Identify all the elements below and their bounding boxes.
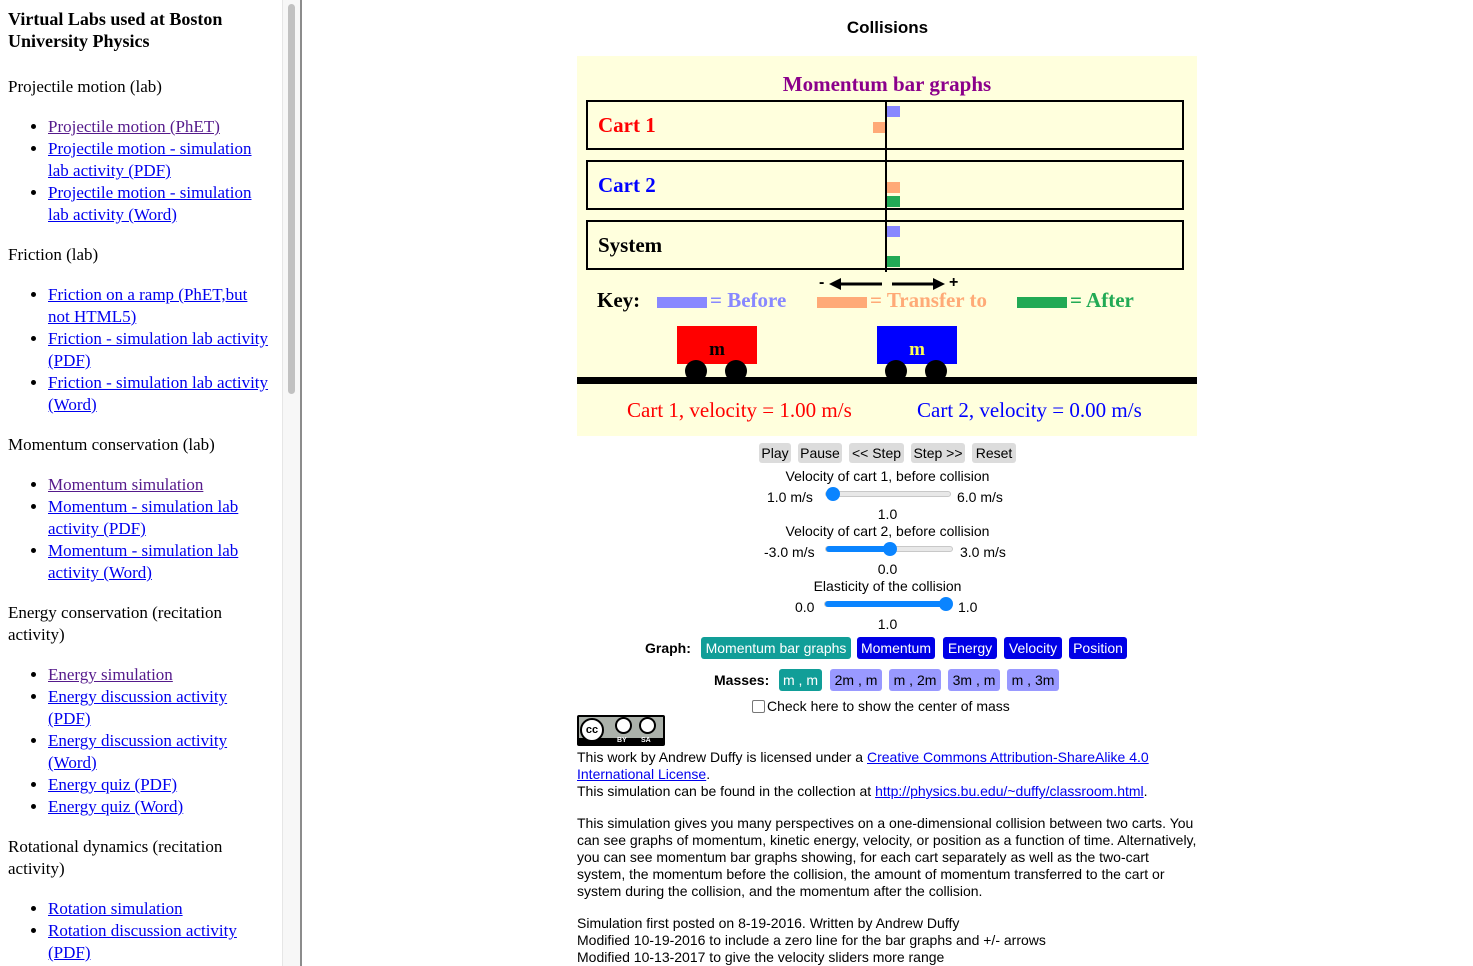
link-friction-phet[interactable]: Friction on a ramp (PhET,but not HTML5) (48, 285, 248, 326)
slider2-label: Velocity of cart 2, before collision (785, 523, 990, 539)
transfer-swatch (817, 297, 867, 308)
key-after: = After (1070, 288, 1134, 312)
graph-option-momentum[interactable]: Momentum (857, 637, 935, 659)
cart1-row-label: Cart 1 (598, 113, 656, 137)
sa-share-icon (639, 717, 656, 734)
key-label: Key: (597, 288, 641, 312)
cc-icon: cc (580, 718, 604, 742)
collection-prefix: This simulation can be found in the collection at (577, 783, 876, 799)
link-rotation-sim[interactable]: Rotation simulation (48, 899, 183, 918)
graph-option-momentum-bar[interactable]: Momentum bar graphs (701, 637, 851, 659)
history-notes (577, 915, 1197, 966)
graph-option-velocity[interactable]: Velocity (1004, 637, 1062, 659)
track (577, 377, 1197, 384)
list-item (48, 664, 270, 686)
minus-sign: - (819, 274, 825, 291)
graph-option-energy[interactable]: Energy (943, 637, 997, 659)
masses-label: Masses: (714, 672, 770, 688)
center-of-mass-checkbox[interactable] (752, 700, 765, 713)
projectile-link-list (0, 116, 270, 226)
slider3-label: Elasticity of the collision (813, 578, 962, 594)
section-heading-projectile: Projectile motion (lab) (8, 77, 162, 96)
center-of-mass-label: Check here to show the center of mass (767, 698, 1010, 714)
cart2-mass-label: m (877, 326, 957, 364)
description-paragraph: This simulation gives you many perspectives on a one-dimensional collision between two carts. You can see graphs of momentum, kinetic energy, velocity, or position as a function of time. Alternatively, you can see momentum bar graphs showing, for each cart separately as well as the two-cart system, the momentum before the collision, the amount of momentum transferred to the cart or system during the collision, and the momentum after the collision. (577, 815, 1197, 899)
slider2-value: 0.0 (877, 561, 898, 577)
scrollbar-thumb[interactable] (288, 4, 295, 394)
collection-suffix: . (1143, 783, 1148, 799)
collection-link[interactable]: http://physics.bu.edu/~duffy/classroom.html (875, 783, 1144, 799)
by-label: BY (617, 737, 627, 744)
before-swatch (657, 297, 707, 308)
slider2-fill (826, 546, 890, 552)
link-energy-pdf[interactable]: Energy discussion activity (PDF) (48, 687, 228, 728)
section-heading-momentum: Momentum conservation (lab) (8, 435, 215, 454)
link-rotation-pdf[interactable]: Rotation discussion activity (PDF) (48, 921, 237, 962)
link-energy-quiz-word[interactable]: Energy quiz (Word) (48, 797, 184, 816)
link-friction-word[interactable]: Friction - simulation lab activity (Word) (48, 373, 269, 414)
section-heading-rotation: Rotational dynamics (recitation activity) (8, 837, 223, 878)
slider3-max: 1.0 (958, 599, 978, 615)
slider1-min: 1.0 m/s (767, 489, 813, 505)
graph-option-position[interactable]: Position (1069, 637, 1127, 659)
history-line: Modified 10-13-2017 to give the velocity sliders more range (577, 949, 945, 965)
section-heading-friction: Friction (lab) (8, 245, 99, 264)
simulation-canvas[interactable] (577, 56, 1197, 436)
mass-option-3m-m[interactable]: 3m , m (948, 669, 1000, 691)
slider1-thumb[interactable] (826, 487, 840, 501)
link-energy-sim[interactable]: Energy simulation (48, 665, 173, 684)
elasticity-slider[interactable] (824, 601, 952, 607)
sidebar-title: Virtual Labs used at Boston University Physics (8, 9, 223, 51)
list-item (48, 182, 270, 226)
slider3-min: 0.0 (795, 599, 815, 615)
sa-label: SA (641, 737, 651, 744)
slider3-thumb[interactable] (939, 597, 953, 611)
cart1-mass-label: m (677, 326, 757, 364)
graph-key (577, 278, 1197, 318)
list-item (48, 920, 270, 964)
slider2-min: -3.0 m/s (764, 544, 815, 560)
cart1-before-bar (887, 106, 900, 117)
link-momentum-sim[interactable]: Momentum simulation (48, 475, 204, 494)
link-projectile-word[interactable]: Projectile motion - simulation lab activity (Word) (48, 183, 252, 224)
link-friction-pdf[interactable]: Friction - simulation lab activity (PDF) (48, 329, 269, 370)
slider2-thumb[interactable] (883, 542, 897, 556)
list-item (48, 138, 270, 182)
list-item (48, 730, 270, 774)
after-swatch (1017, 297, 1067, 308)
sidebar-scrollbar[interactable] (282, 0, 300, 966)
license-text (577, 749, 1197, 800)
rotation-link-list (0, 898, 270, 964)
by-person-icon (615, 717, 632, 734)
list-item (48, 474, 270, 496)
link-momentum-pdf[interactable]: Momentum - simulation lab activity (PDF) (48, 497, 239, 538)
list-item (48, 372, 270, 416)
momentum-link-list (0, 474, 270, 584)
cart2-row-label: Cart 2 (598, 173, 656, 197)
velocity-cart2-slider[interactable] (825, 546, 953, 552)
link-momentum-word[interactable]: Momentum - simulation lab activity (Word) (48, 541, 239, 582)
list-item (48, 686, 270, 730)
main-content (302, 0, 1473, 966)
page-title: Collisions (846, 18, 929, 37)
pause-button[interactable]: Pause (798, 443, 842, 463)
history-line: Modified 10-19-2016 to include a zero line for the bar graphs and +/- arrows (577, 932, 1046, 948)
history-line: Simulation first posted on 8-19-2016. Written by Andrew Duffy (577, 915, 960, 931)
link-projectile-pdf[interactable]: Projectile motion - simulation lab activity (PDF) (48, 139, 252, 180)
cart1 (677, 326, 757, 366)
reset-button[interactable]: Reset (972, 443, 1016, 463)
list-item (48, 540, 270, 584)
cart1-velocity: Cart 1, velocity = 1.00 m/s (627, 398, 852, 422)
cc-license-link[interactable]: Creative Commons Attribution-ShareAlike 4.0 International License (577, 749, 1149, 782)
cart2-transfer-bar (887, 182, 900, 193)
mass-option-m-3m[interactable]: m , 3m (1007, 669, 1059, 691)
list-item (48, 796, 270, 818)
list-item (48, 496, 270, 540)
graph-selector-label: Graph: (645, 640, 691, 656)
section-heading-energy: Energy conservation (recitation activity) (8, 603, 222, 644)
slider2-max: 3.0 m/s (960, 544, 1006, 560)
cart2 (877, 326, 957, 366)
slider1-label: Velocity of cart 1, before collision (785, 468, 990, 484)
velocity-cart1-slider[interactable] (825, 491, 951, 497)
key-before: = Before (710, 288, 787, 312)
cart1-transfer-bar (873, 122, 885, 133)
energy-link-list (0, 664, 270, 818)
list-item (48, 328, 270, 372)
mass-option-2m-m[interactable]: 2m , m (830, 669, 882, 691)
step-forward-button[interactable]: Step >> (911, 443, 965, 463)
mass-option-m-m[interactable]: m , m (779, 669, 822, 691)
license-suffix: . (706, 766, 711, 782)
slider3-value: 1.0 (877, 616, 898, 632)
list-item (48, 898, 270, 920)
cart2-velocity: Cart 2, velocity = 0.00 m/s (917, 398, 1142, 422)
list-item (48, 116, 270, 138)
cart2-after-bar (887, 196, 900, 207)
list-item (48, 284, 270, 328)
license-prefix: This work by Andrew Duffy is licensed under a (577, 749, 867, 765)
system-before-bar (887, 226, 900, 237)
system-after-bar (887, 256, 900, 267)
play-button[interactable]: Play (759, 443, 791, 463)
graph-title: Momentum bar graphs (782, 72, 992, 96)
sidebar-nav (0, 0, 282, 966)
mass-option-m-2m[interactable]: m , 2m (889, 669, 941, 691)
link-energy-quiz-pdf[interactable]: Energy quiz (PDF) (48, 775, 178, 794)
plus-sign: + (949, 274, 959, 291)
link-projectile-phet[interactable]: Projectile motion (PhET) (48, 117, 220, 136)
slider3-fill (825, 601, 946, 607)
key-transfer: = Transfer to (870, 288, 987, 312)
friction-link-list (0, 284, 270, 416)
link-energy-word[interactable]: Energy discussion activity (Word) (48, 731, 228, 772)
slider1-max: 6.0 m/s (957, 489, 1003, 505)
system-row-label: System (598, 233, 663, 257)
step-back-button[interactable]: << Step (849, 443, 904, 463)
list-item (48, 774, 270, 796)
cc-license-badge[interactable] (577, 715, 665, 746)
slider1-value: 1.0 (877, 506, 898, 522)
